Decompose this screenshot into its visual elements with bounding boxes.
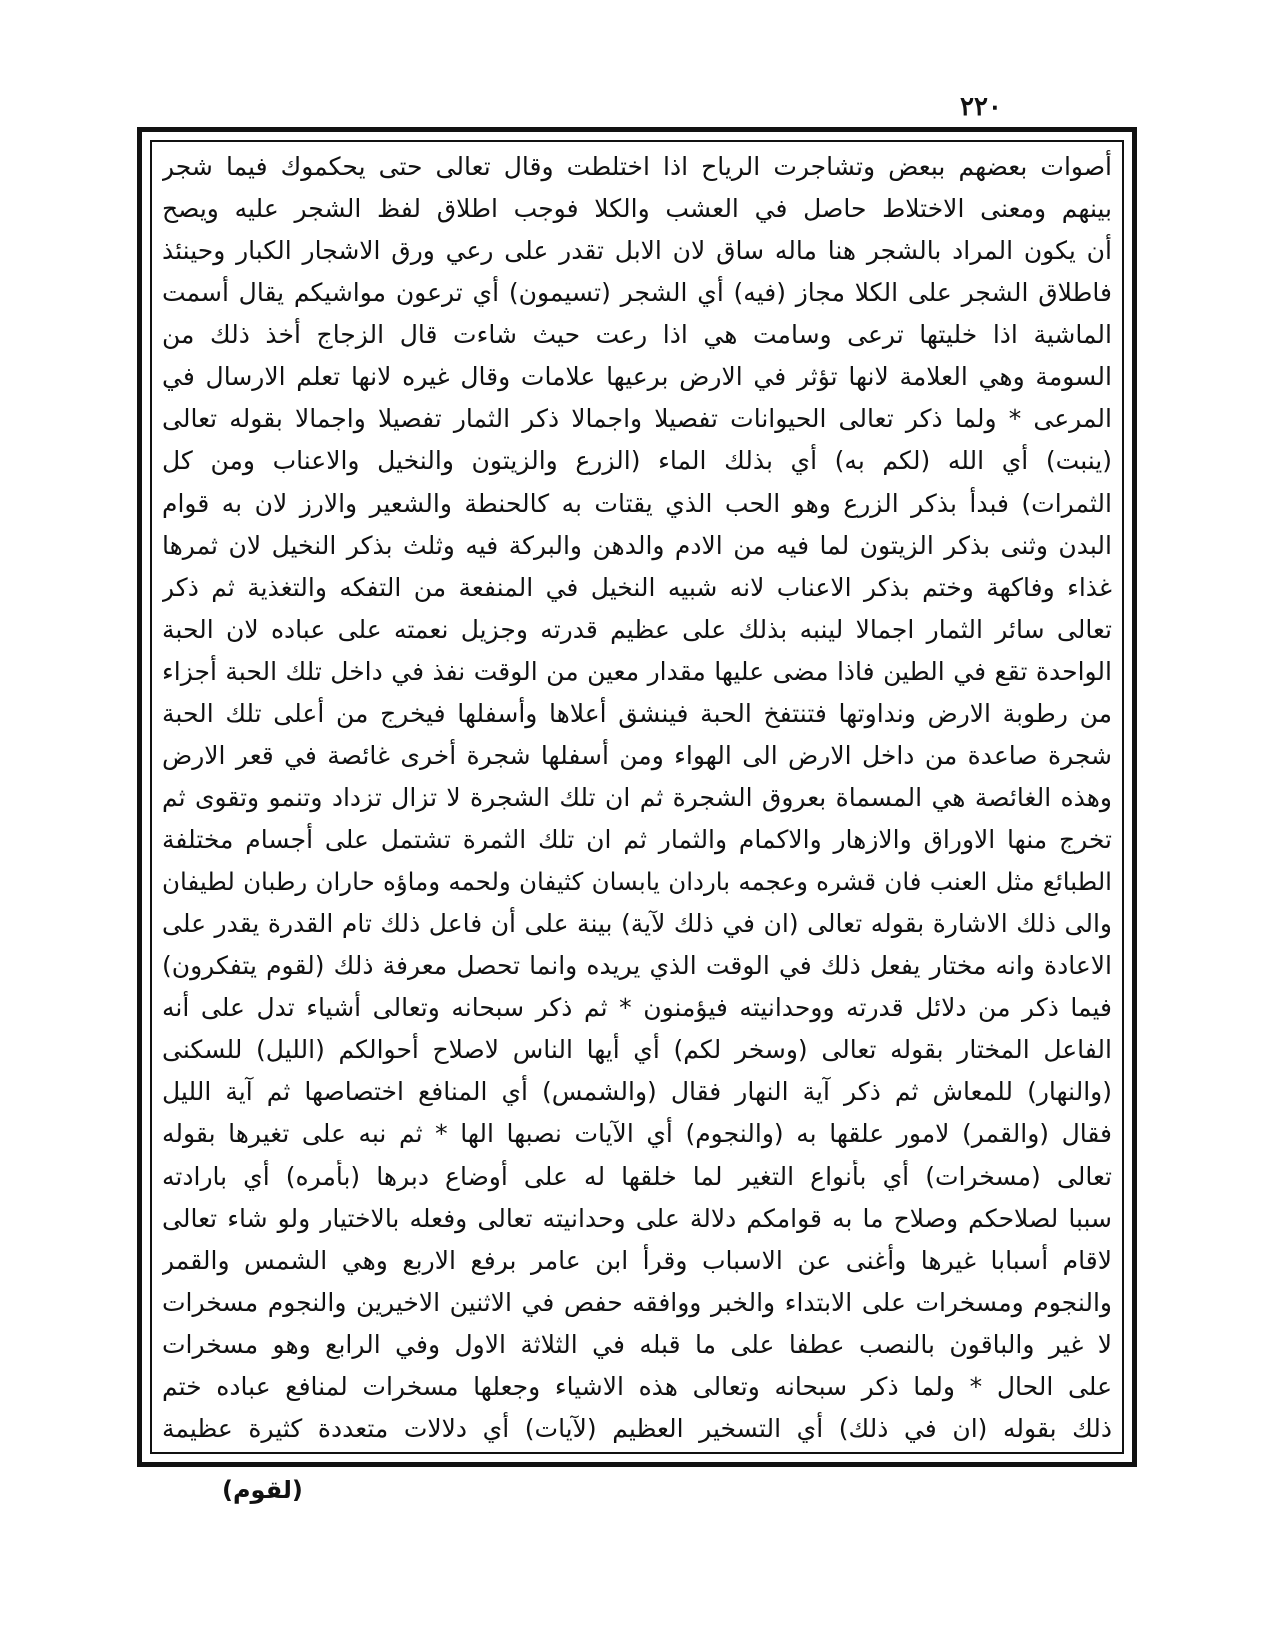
text-line: والنجوم ومسخرات على الابتداء والخبر ووافقه حفص في الاثنين الاخيرين والنجوم مسخرات [162, 1287, 1112, 1317]
text-line: فاطلاق الشجر على الكلا مجاز (فيه) أي الشجر (تسيمون) أي ترعون مواشيكم يقال أسمت [162, 278, 1112, 308]
text-line: (والنهار) للمعاش ثم ذكر آية النهار فقال (والشمس) أي المنافع اختصاصها ثم آية الليل [162, 1077, 1112, 1107]
text-line: المرعى * ولما ذكر تعالى الحيوانات تفصيلا واجمالا ذكر الثمار تفصيلا واجمالا بقوله تعالى [162, 404, 1112, 434]
text-line: الثمرات) فبدأ بذكر الزرع وهو الحب الذي يقتات به كالحنطة والشعير والارز لان به قوام [162, 488, 1112, 518]
text-line: أن يكون المراد بالشجر هنا ماله ساق لان الابل تقدر على رعي ورق الاشجار الكبار وحينئذ [162, 236, 1112, 266]
text-line: السومة وهي العلامة لانها تؤثر في الارض برعيها علامات وقال غيره لانها تعلم الارسال في [162, 362, 1112, 392]
text-line: من رطوبة الارض ونداوتها فتنتفخ الحبة فينشق أعلاها وأسفلها فيخرج من أعلى تلك الحبة [162, 698, 1112, 728]
text-line: الطبائع مثل العنب فان قشره وعجمه باردان يابسان كثيفان ولحمه وماؤه حاران رطبان لطيفان [162, 867, 1112, 897]
text-line: لاقام أسبابا غيرها وأغنى عن الاسباب وقرأ ابن عامر برفع الاربع وهي الشمس والقمر [162, 1245, 1112, 1275]
text-line: لا غير والباقون بالنصب عطفا على ما قبله في الثلاثة الاول وفي الرابع وهو مسخرات [162, 1329, 1112, 1359]
page-frame-inner [150, 140, 1124, 1454]
text-line: الماشية اذا خليتها ترعى وسامت هي اذا رعت حيث شاءت قال الزجاج أخذ ذلك من [162, 320, 1112, 350]
text-body [162, 150, 1112, 1446]
text-line: البدن وثنى بذكر الزيتون لما فيه من الادم والدهن والبركة فيه وثلث بذكر النخيل لان ثمرها [162, 530, 1112, 560]
text-line: فيما ذكر من دلائل قدرته ووحدانيته فيؤمنون * ثم ذكر سبحانه وتعالى أشياء تدل على أنه [162, 993, 1112, 1023]
text-line: سببا لصلاحكم وصلاح ما به قوامكم دلالة على وحدانيته تعالى وفعله بالاختيار ولو شاء تعالى [162, 1203, 1112, 1233]
text-line: تعالى سائر الثمار اجمالا لينبه بذلك على عظيم قدرته وجزيل نعمته على عباده لان الحبة [162, 614, 1112, 644]
text-line: غذاء وفاكهة وختم بذكر الاعناب لانه شبيه النخيل في المنفعة من التفكه والتغذية ثم ذكر [162, 572, 1112, 602]
page-number: ٢٢٠ [960, 92, 1002, 122]
text-line: فقال (والقمر) لامور علقها به (والنجوم) أي الآيات نصبها الها * ثم نبه على تغيرها بقوله [162, 1119, 1112, 1149]
text-line: الواحدة تقع في الطين فاذا مضى عليها مقدار معين من الوقت نفذ في داخل تلك الحبة أجزاء [162, 656, 1112, 686]
text-line: الاعادة وانه مختار يفعل ذلك في الوقت الذي يريده وانما تحصل معرفة ذلك (لقوم يتفكرون) [162, 951, 1112, 981]
text-line: شجرة صاعدة من داخل الارض الى الهواء ومن أسفلها شجرة أخرى غائصة في قعر الارض [162, 740, 1112, 770]
text-line: ذلك بقوله (ان في ذلك) أي التسخير العظيم (لآيات) أي دلالات متعددة كثيرة عظيمة [162, 1413, 1112, 1443]
text-line: الفاعل المختار بقوله تعالى (وسخر لكم) أي أيها الناس لاصلاح أحوالكم (الليل) للسكنى [162, 1035, 1112, 1065]
text-line: (ينبت) أي الله (لكم به) أي بذلك الماء (الزرع والزيتون والنخيل والاعناب ومن كل [162, 446, 1112, 476]
text-line: تخرج منها الاوراق والازهار والاكمام والثمار ثم ان تلك الثمرة تشتمل على أجسام مختلفة [162, 825, 1112, 854]
text-line: بينهم ومعنى الاختلاط حاصل في العشب والكلا فوجب اطلاق لفظ الشجر عليه ويصح [162, 194, 1112, 224]
text-line: على الحال * ولما ذكر سبحانه وتعالى هذه الاشياء وجعلها مسخرات لمنافع عباده ختم [162, 1371, 1112, 1401]
catchword: (لقوم) [222, 1476, 303, 1504]
text-line: أصوات بعضهم ببعض وتشاجرت الرياح اذا اختلطت وقال تعالى حتى يحكموك فيما شجر [162, 152, 1112, 181]
text-line: والى ذلك الاشارة بقوله تعالى (ان في ذلك لآية) بينة على أن فاعل ذلك تام القدرة يقدر على [162, 909, 1112, 939]
text-line: تعالى (مسخرات) أي بأنواع التغير لما خلقها له على أوضاع دبرها (بأمره) أي بارادته [162, 1161, 1112, 1191]
text-line: وهذه الغائصة هي المسماة بعروق الشجرة ثم ان تلك الشجرة لا تزال تزداد وتنمو وتقوى ثم [162, 782, 1112, 812]
